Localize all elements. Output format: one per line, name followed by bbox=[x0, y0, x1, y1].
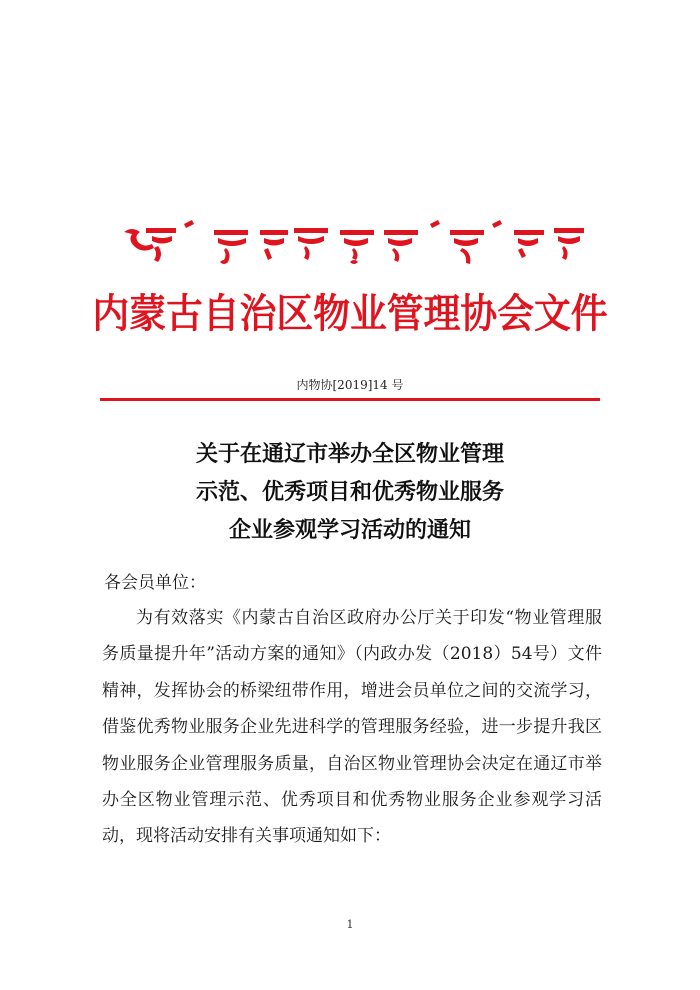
notice-body-paragraph: 为有效落实《内蒙古自治区政府办公厅关于印发“物业管理服务质量提升年”活动方案的通知》（内政办发（2018）54号）文件精神，发挥协会的桥梁纽带作用，增进会员单位之间的交流学习，借鉴优秀物业服务企业先进科学的管理服务经验，进一步提升我区物业服务企业管理服务质量，自治区物业管理协会决定在通辽市举办全区物业管理示范、优秀项目和优秀物业服务企业参观学习活动，现将活动安排有关事项通知如下： bbox=[102, 608, 602, 847]
organization-headline: 内蒙古自治区物业管理协会文件 bbox=[92, 290, 608, 337]
red-divider-line bbox=[100, 398, 600, 401]
notice-title bbox=[0, 436, 700, 550]
page-number: 1 bbox=[346, 918, 354, 931]
notice-title-line: 示范、优秀项目和优秀物业服务 bbox=[195, 480, 504, 505]
salutation: 各会员单位： bbox=[104, 573, 206, 593]
mongolian-script-heading bbox=[118, 214, 588, 276]
document-number: 内物协[2019]14 号 bbox=[296, 378, 404, 392]
notice-title-line: 关于在通辽市举办全区物业管理 bbox=[195, 442, 504, 467]
notice-title-line: 企业参观学习活动的通知 bbox=[228, 518, 471, 543]
